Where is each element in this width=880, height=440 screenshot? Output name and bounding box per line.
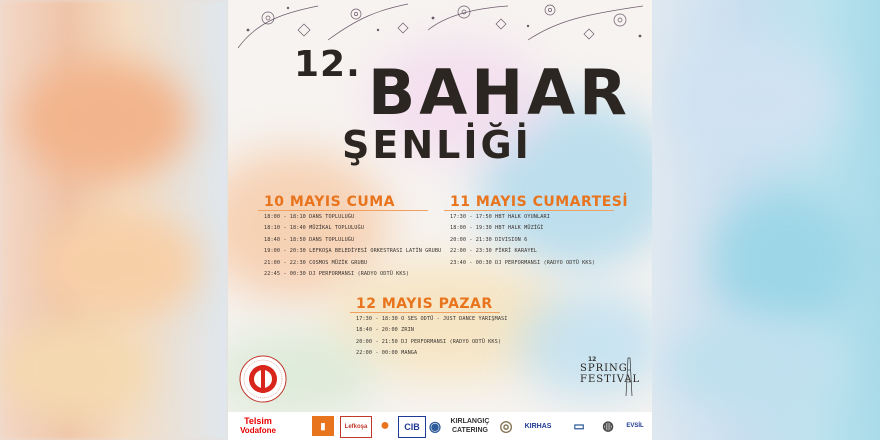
badge-line-2: FESTIVAL (580, 374, 641, 385)
schedule-entry: 18:10 - 18:40 MÜZİKAL TOPLULUĞU (264, 225, 364, 232)
schedule-entry: 18:00 - 18:10 DANS TOPLULUĞU (264, 214, 355, 220)
blurred-background-right (652, 0, 880, 440)
sponsor-logos-strip (228, 412, 652, 440)
floral-decoration (228, 0, 652, 52)
university-logo (238, 354, 288, 404)
schedule-entry: 23:40 - 00:30 DJ PERFORMANSI (RADYO ODTÜ KKS) (450, 259, 596, 266)
day-heading-sunday: 12 MAYIS PAZAR (356, 296, 493, 312)
spring-festival-badge (580, 356, 650, 396)
schedule-sunday (356, 314, 508, 360)
schedule-entry: 22:00 - 23:30 FİKRİ KARAYEL (450, 248, 538, 255)
sponsor-logo: ◍ (602, 418, 614, 433)
sponsor-logo: KIRLANGIÇ CATERING (450, 418, 490, 434)
schedule-entry: 22:00 - 00:00 MANGA (356, 350, 418, 357)
sponsor-logo: ◉ (428, 417, 442, 434)
sponsor-logo: ● (380, 417, 390, 434)
sponsor-logo: KIRHAS (524, 422, 552, 430)
schedule-entry: 17:30 - 18:30 O SES ODTÜ - JUST DANCE YARIŞMASI (356, 316, 508, 322)
schedule-entry: 20:00 - 21:50 DJ PERFORMANSI (RADYO ODTÜ KKS) (356, 338, 502, 345)
sponsor-logo: EVSİL (626, 423, 644, 429)
sponsor-logo: ◎ (499, 418, 513, 435)
schedule-entry: 18:40 - 20:00 ZRIN (356, 327, 415, 334)
schedule-entry: 18:40 - 18:50 DANS TOPLULUĞU (264, 236, 355, 243)
festival-poster (228, 0, 652, 440)
heading-underline (350, 312, 500, 313)
schedule-entry: 17:30 - 17:50 HBT HALK OYUNLARI (450, 214, 550, 220)
schedule-entry: 20:00 - 21:30 DIVISION 6 (450, 236, 528, 243)
heading-underline (258, 210, 428, 211)
poster-subtitle: ŞENLİĞİ (342, 123, 532, 167)
schedule-friday (264, 212, 441, 280)
schedule-entry: 18:00 - 19:30 HBT HALK MÜZİĞİ (450, 225, 544, 232)
tower-icon (624, 356, 634, 396)
festival-edition-number: 12. (294, 44, 361, 85)
schedule-entry: 21:00 - 22:30 COSMOS MÜZİK GRUBU (264, 259, 368, 266)
schedule-saturday (450, 212, 595, 269)
sponsor-logo: ▮ (312, 416, 334, 436)
badge-line-1: SPRING (580, 363, 628, 374)
sponsor-logo: Telsim Vodafone (240, 416, 276, 435)
badge-number: 12 (588, 356, 597, 363)
blurred-background-left (0, 0, 228, 440)
day-heading-friday: 10 MAYIS CUMA (264, 194, 395, 210)
schedule-entry: 22:45 - 00:30 DJ PERFORMANSI (RADYO ODTÜ KKS) (264, 270, 410, 277)
schedule-entry: 19:00 - 20:30 LEFKOŞA BELEDİYESİ ORKESTRASI LATİN GRUBU (264, 248, 442, 255)
day-heading-saturday: 11 MAYIS CUMARTESİ (450, 194, 629, 210)
poster-title: BAHAR (368, 56, 631, 129)
sponsor-logo: CIB (398, 416, 426, 438)
sponsor-logo: ▭ (573, 419, 585, 433)
sponsor-logo: Lefkoşa (340, 416, 372, 438)
heading-underline (444, 210, 614, 211)
